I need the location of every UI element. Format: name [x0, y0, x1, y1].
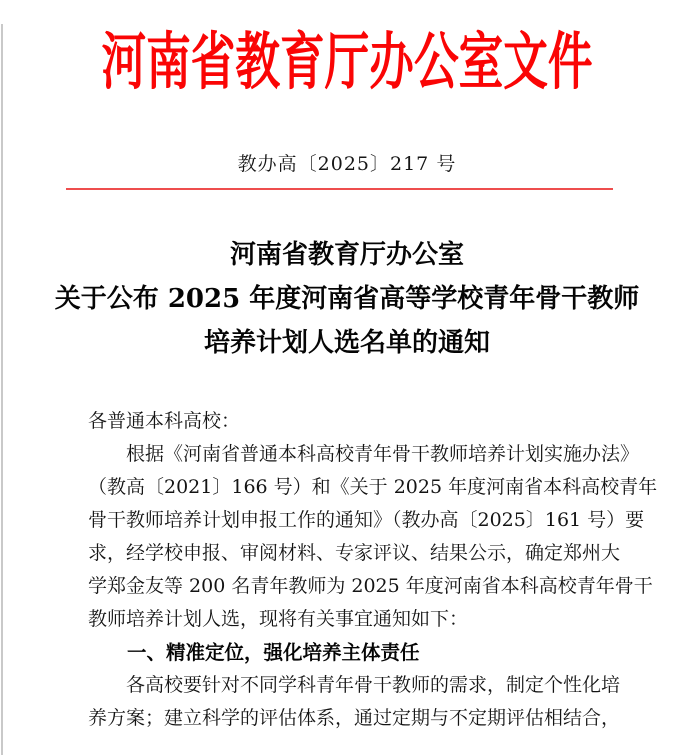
page-left-border — [1, 24, 3, 755]
paragraph-2 — [88, 669, 621, 735]
text-line: 求，经学校申报、审阅材料、专家评议、结果公示，确定郑州大 — [88, 542, 621, 564]
section-1-heading: 一、精准定位，强化培养主体责任 — [127, 641, 420, 664]
paragraph-1 — [88, 438, 658, 636]
text-line: （教高〔2021〕166 号）和《关于 2025 年度河南省本科高校青年 — [88, 476, 658, 498]
salutation: 各普通本科高校： — [88, 410, 241, 432]
text-line: 养方案；建立科学的评估体系，通过定期与不定期评估相结合， — [88, 707, 621, 729]
text-line: 河南省教育厅办公室 — [229, 240, 464, 270]
text-line: 骨干教师培养计划申报工作的通知》（教办高〔2025〕161 号）要 — [88, 509, 645, 531]
text-line: 各高校要针对不同学科青年骨干教师的需求，制定个性化培 — [126, 674, 621, 696]
text-line: 关于公布 2025 年度河南省高等学校青年骨干教师 — [54, 284, 640, 314]
text-line: 教师培养计划人选，现将有关事宜通知如下： — [88, 608, 469, 630]
document-title — [0, 233, 694, 365]
text-line: 培养计划人选名单的通知 — [203, 328, 490, 358]
document-number: 教办高〔2025〕217 号 — [237, 153, 457, 175]
red-divider-line — [66, 188, 613, 190]
text-line: 学郑金友等 200 名青年教师为 2025 年度河南省本科高校青年骨干 — [88, 575, 653, 597]
letterhead-title: 河南省教育厅办公室文件 — [101, 25, 593, 98]
text-line: 根据《河南省普通本科高校青年骨干教师培养计划实施办法》 — [126, 443, 640, 465]
document-body — [0, 405, 694, 735]
